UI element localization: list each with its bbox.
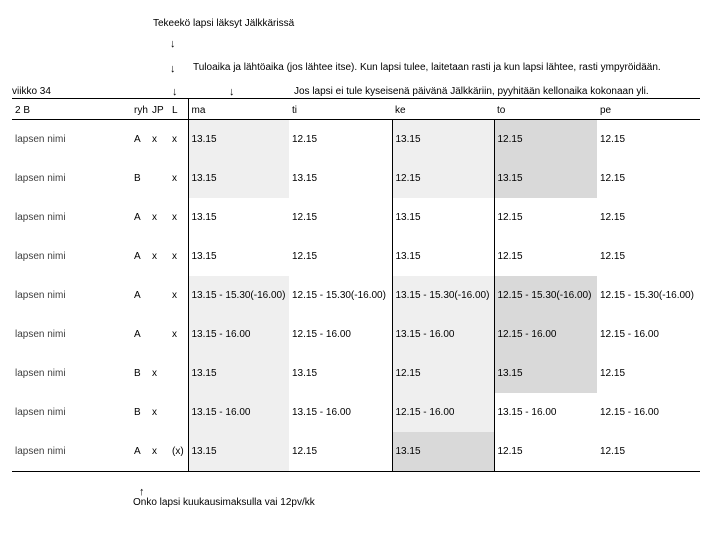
monthly-fee-note: Onko lapsi kuukausimaksulla vai 12pv/kk [133,497,315,508]
fri-time-cell: 12.15 [600,250,626,262]
leave-cell: x [169,276,188,315]
child-name-cell: lapsen nimi [15,250,66,262]
header-fri: pe [597,99,700,120]
table-row [12,354,700,393]
leave-cell: x [169,120,188,160]
thu-time-cell: 13.15 [494,159,597,198]
table-row [12,315,700,354]
tue-time-cell: 12.15 [289,432,392,472]
wed-time-cell: 12.15 [392,354,494,393]
tue-time-cell: 12.15 - 16.00 [292,328,351,340]
child-name-cell: lapsen nimi [15,406,66,418]
leave-cell [169,354,188,393]
fri-time-cell: 12.15 [600,211,626,223]
table-row [12,393,700,432]
wed-time-cell: 13.15 [392,198,494,237]
mon-time-cell: 13.15 [188,120,289,160]
child-name-cell: lapsen nimi [15,211,66,223]
group-cell: B [134,367,141,379]
homework-cell: x [149,432,169,472]
header-tue: ti [289,99,392,120]
mon-time-cell: 13.15 - 16.00 [188,393,289,432]
mon-time-cell: 13.15 - 16.00 [188,315,289,354]
tue-time-cell: 13.15 - 16.00 [292,406,351,418]
homework-cell: x [152,211,157,223]
group-cell: A [134,328,141,340]
homework-cell: x [152,367,157,379]
group-cell: B [134,172,141,184]
child-name-cell: lapsen nimi [12,432,131,472]
child-name-cell: lapsen nimi [15,133,66,145]
thu-time-cell: 12.15 [494,432,597,472]
homework-cell: x [152,250,157,262]
homework-cell [149,159,169,198]
fri-time-cell: 12.15 - 15.30(-16.00) [600,289,694,301]
child-name-cell: lapsen nimi [15,172,66,184]
fri-time-cell: 12.15 - 16.00 [600,406,659,418]
group-cell: A [131,432,149,472]
arrival-time-note: Tuloaika ja lähtöaika (jos lähtee itse). Kun lapsi tulee, laitetaan rasti ja kun lapsi lähtee, rasti ympyröidään. [193,62,661,73]
header-jp: JP [149,99,169,120]
tue-time-cell: 12.15 [292,133,318,145]
up-arrow-icon: ↑ [139,486,145,498]
thu-time-cell: 12.15 [494,237,597,276]
header-group: ryh [131,99,149,120]
table-row [12,120,700,160]
homework-cell: x [152,406,157,418]
fri-time-cell: 12.15 [600,133,626,145]
mon-time-cell: 13.15 [188,159,289,198]
tue-time-cell: 13.15 [292,367,318,379]
down-arrow-icon: ↓ [170,63,176,75]
leave-cell: x [169,315,188,354]
group-cell: A [134,250,141,262]
fri-time-cell: 12.15 [597,432,700,472]
child-name-cell: lapsen nimi [15,328,66,340]
homework-question-note: Tekeekö lapsi läksyt Jälkkärissä [153,18,295,29]
wed-time-cell: 13.15 - 15.30(-16.00) [392,276,494,315]
leave-cell: x [169,198,188,237]
thu-time-cell: 13.15 [494,354,597,393]
homework-cell [149,276,169,315]
mon-time-cell: 13.15 [188,354,289,393]
table-row [12,432,700,472]
thu-time-cell: 12.15 [494,198,597,237]
class-label: 2 B [12,99,131,120]
header-l: L [169,99,188,120]
wed-time-cell: 13.15 [392,120,494,160]
wed-time-cell: 12.15 [392,159,494,198]
attendance-table [12,98,700,472]
absence-note: Jos lapsi ei tule kyseisenä päivänä Jälkkäriin, pyyhitään kellonaika kokonaan yli. [294,86,649,97]
homework-cell [149,315,169,354]
table-row [12,276,700,315]
thu-time-cell: 12.15 - 16.00 [494,315,597,354]
table-row [12,237,700,276]
wed-time-cell: 13.15 [392,432,494,472]
thu-time-cell: 12.15 - 15.30(-16.00) [494,276,597,315]
fri-time-cell: 12.15 - 16.00 [600,328,659,340]
leave-cell: (x) [169,432,188,472]
fri-time-cell: 12.15 [600,172,626,184]
down-arrow-icon: ↓ [229,86,235,98]
wed-time-cell: 13.15 [392,237,494,276]
group-cell: B [134,406,141,418]
group-cell: A [134,289,141,301]
wed-time-cell: 13.15 - 16.00 [392,315,494,354]
child-name-cell: lapsen nimi [15,367,66,379]
tue-time-cell: 12.15 - 15.30(-16.00) [292,289,386,301]
leave-cell [169,393,188,432]
header-thu: to [494,99,597,120]
thu-time-cell: 12.15 [494,120,597,160]
down-arrow-icon: ↓ [172,86,178,98]
tue-time-cell: 12.15 [292,250,318,262]
table-row [12,198,700,237]
mon-time-cell: 13.15 - 15.30(-16.00) [188,276,289,315]
child-name-cell: lapsen nimi [15,289,66,301]
mon-time-cell: 13.15 [188,432,289,472]
tue-time-cell: 13.15 [292,172,318,184]
tue-time-cell: 12.15 [292,211,318,223]
header-wed: ke [392,99,494,120]
table-row [12,159,700,198]
leave-cell: x [169,237,188,276]
header-row [12,99,700,120]
fri-time-cell: 12.15 [600,367,626,379]
leave-cell: x [169,159,188,198]
thu-time-cell: 13.15 - 16.00 [494,393,597,432]
mon-time-cell: 13.15 [191,250,217,262]
group-cell: A [134,211,141,223]
down-arrow-icon: ↓ [170,38,176,50]
wed-time-cell: 12.15 - 16.00 [392,393,494,432]
week-label: viikko 34 [12,86,51,97]
homework-cell: x [152,133,157,145]
header-mon: ma [188,99,289,120]
mon-time-cell: 13.15 [191,211,217,223]
group-cell: A [134,133,141,145]
